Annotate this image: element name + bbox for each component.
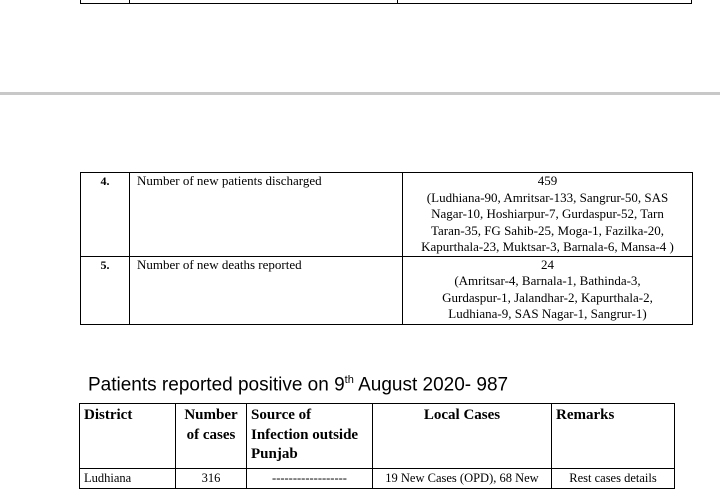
section-heading: Patients reported positive on 9th August 2020- 987: [88, 374, 509, 396]
stats-table: [80, 172, 693, 325]
district-cell: Ludhiana: [80, 468, 176, 488]
row-value: [403, 256, 693, 324]
value-total: 24: [541, 256, 554, 272]
table-row: [81, 256, 693, 324]
header-number-of-cases: Number of cases: [176, 404, 247, 469]
table-column-divider: [129, 0, 130, 3]
header-district: District: [80, 404, 176, 469]
previous-table-fragment: [80, 0, 692, 4]
serial-number: 4.: [81, 173, 130, 257]
row-value: [403, 173, 693, 257]
header-source-of-infection: Source of Infection outside Punjab: [247, 404, 373, 469]
remarks-cell: Rest cases details: [552, 468, 675, 488]
row-label: Number of new patients discharged: [130, 173, 403, 257]
positive-cases-table: [79, 403, 675, 489]
value-detail: (Ludhiana-90, Amritsar-133, Sangrur-50, SAS Nagar-10, Hoshiarpur-7, Gurdaspur-52, Tarn Taran-35, FG Sahib-25, Moga-1, Fazilka-20, Kapurthala-23, Muktsar-3, Barnala-6, Mansa-4 ): [421, 189, 674, 254]
table-row: [81, 173, 693, 257]
table-header-row: [80, 404, 675, 469]
page-separator: [0, 92, 720, 95]
value-total: 459: [537, 173, 558, 188]
serial-number: 5.: [81, 256, 130, 324]
value-detail: (Amritsar-4, Barnala-1, Bathinda-3, Gurdaspur-1, Jalandhar-2, Kapurthala-2, Ludhiana-9, SAS Nagar-1, Sangrur-1): [442, 273, 653, 321]
table-column-divider: [397, 0, 398, 3]
cases-cell: 316: [176, 468, 247, 488]
table-row: [80, 468, 675, 488]
row-label: Number of new deaths reported: [130, 256, 403, 324]
local-cases-cell: 19 New Cases (OPD), 68 New: [373, 468, 552, 488]
header-local-cases: Local Cases: [373, 404, 552, 469]
source-cell: ------------------: [247, 468, 373, 488]
header-remarks: Remarks: [552, 404, 675, 469]
